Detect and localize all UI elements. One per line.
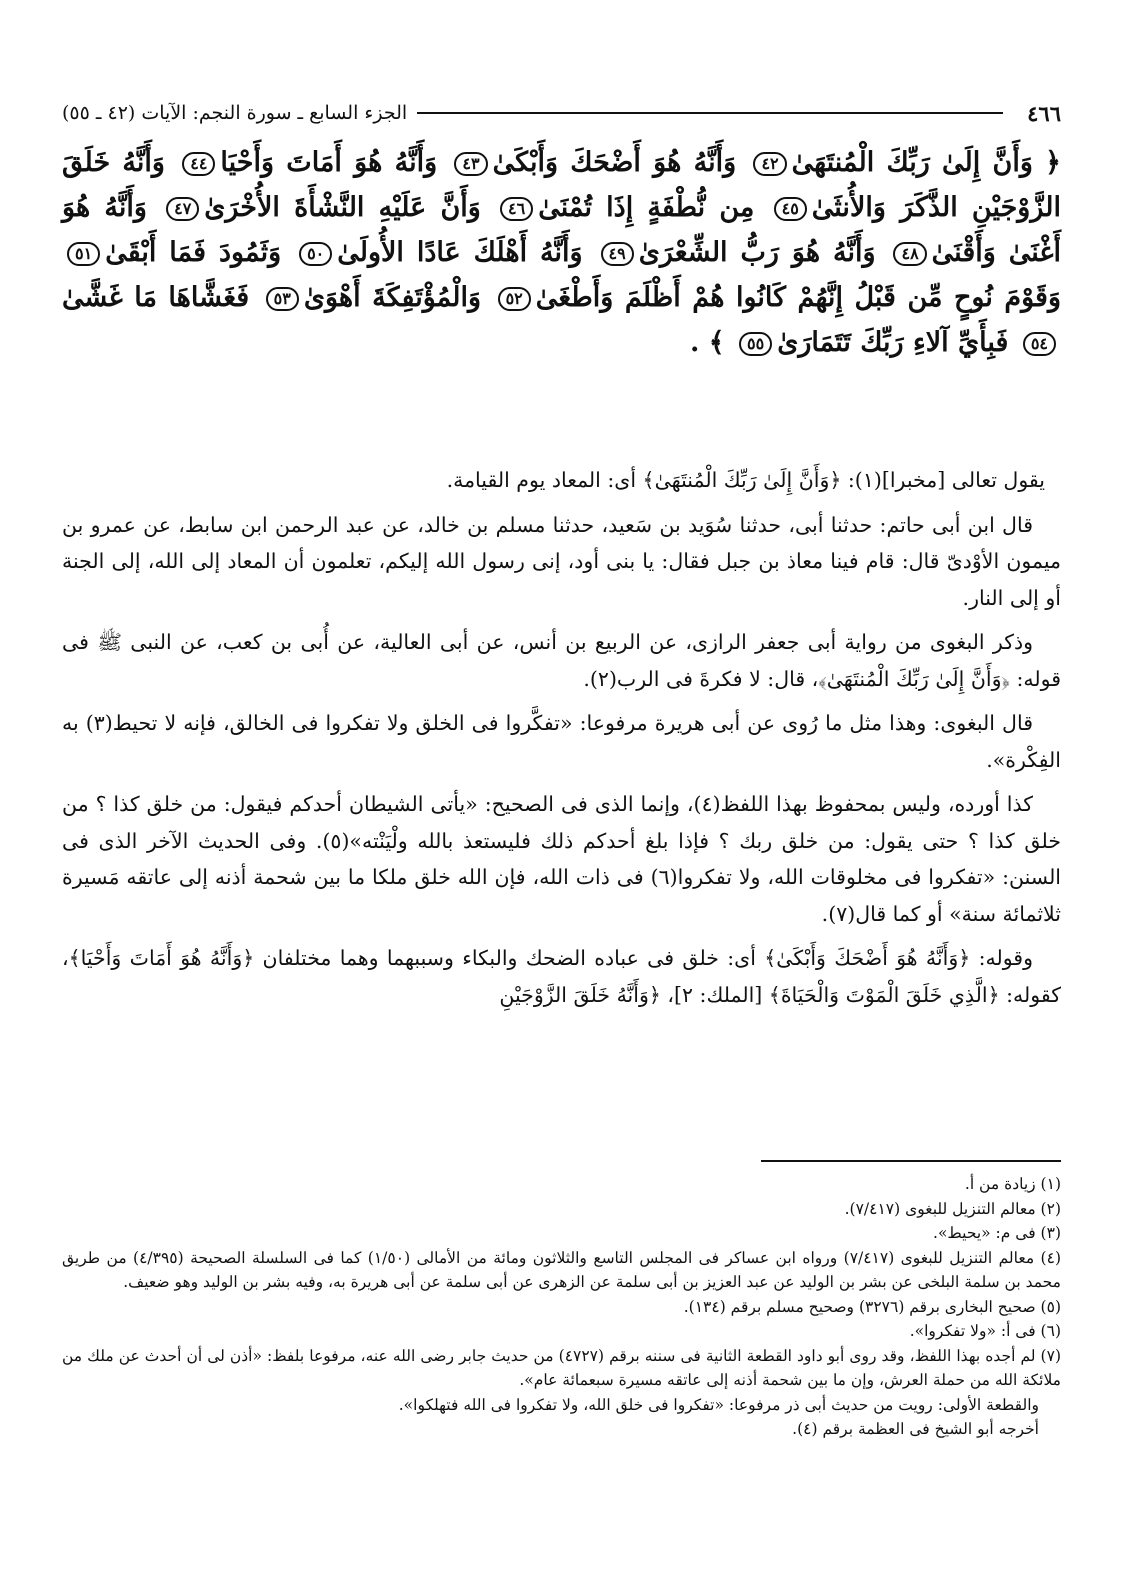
footnote: (١) زيادة من أ. <box>964 1175 1061 1193</box>
header-rule <box>417 112 1003 114</box>
ayah-text: وَأَنَّهُ خَلَقَ الزَّوْجَيْنِ الذَّكَرَ وَالأُنثَىٰ <box>62 147 1061 223</box>
ayah-number-marker: ٥٣ <box>266 287 299 311</box>
ayah-number-marker: ٥١ <box>67 242 100 266</box>
footnote-continuation: أخرجه أبو الشيخ فى العظمة برقم (٤). <box>792 1420 1039 1438</box>
ayah-number-marker: ٥٠ <box>299 242 332 266</box>
ayah-text: وَأَنَّ عَلَيْهِ النَّشْأَةَ الأُخْرَىٰ <box>204 192 481 223</box>
ayah-number-marker: ٤٢ <box>753 152 786 176</box>
running-title: الجزء السابع ـ سورة النجم: الآيات (٤٢ ـ ٥٥) <box>62 102 408 124</box>
ayah-text: وَثَمُودَ فَمَا أَبْقَىٰ <box>105 237 282 268</box>
ayah-text: وَأَنَّهُ أَهْلَكَ عَادًا الأُولَىٰ <box>337 237 583 268</box>
ayah-text: وَقَوْمَ نُوحٍ مِّن قَبْلُ إِنَّهُمْ كَانُوا هُمْ أَظْلَمَ وَأَطْغَىٰ <box>535 282 1061 313</box>
footnote-continuation: والقطعة الأولى: رويت من حديث أبى ذر مرفوعا: «تفكروا فى خلق الله، ولا تفكروا فى الله فتهلكوا». <box>398 1395 1039 1414</box>
ayah-text: وَأَنَّهُ هُوَ أَضْحَكَ وَأَبْكَىٰ <box>492 147 737 178</box>
commentary-paragraph: وقوله: ﴿وَأَنَّهُ هُوَ أَضْحَكَ وَأَبْكَىٰ﴾ أى: خلق فى عباده الضحك والبكاء وسببهما وهما مختلفان ﴿وَأَنَّهُ هُوَ أَمَاتَ وَأَحْيَا﴾، كقوله: ﴿الَّذِي خَلَقَ الْمَوْتَ وَالْحَيَاةَ﴾ [الملك: ٢]، ﴿وَأَنَّهُ خَلَقَ الزَّوْجَيْنِ <box>62 946 1061 1007</box>
ayah-text: وَأَنَّهُ هُوَ أَمَاتَ وَأَحْيَا <box>220 147 438 178</box>
footnote: (٦) فى أ: «ولا تفكروا». <box>909 1322 1061 1340</box>
ayah-text: فَغَشَّاهَا مَا غَشَّىٰ <box>62 282 250 313</box>
ayah-text: فَبِأَيِّ آلاءِ رَبِّكَ تَتَمَارَىٰ <box>777 327 1009 358</box>
ayah-number-marker: ٤٩ <box>601 242 634 266</box>
ayah-number-marker: ٤٣ <box>454 152 487 176</box>
ayah-number-marker: ٤٨ <box>893 242 926 266</box>
ayah-text: وَالْمُؤْتَفِكَةَ أَهْوَىٰ <box>303 282 482 313</box>
footnote: (٧) لم أجده بهذا اللفظ، وقد روى أبو داود القطعة الثانية فى سننه برقم (٤٧٢٧) من حديث جابر رضى الله عنه، مرفوعا بلفظ: «أذن لى أن أحدث عن ملك من ملائكة الله من حملة العرش، وإن ما بين شحمة أذنه إلى عاتقه مسيرة سبعمائة عام». <box>62 1346 1061 1389</box>
footnote: (٥) صحيح البخارى برقم (٣٢٧٦) وصحيح مسلم برقم (١٣٤). <box>683 1297 1061 1316</box>
commentary-paragraph: يقول تعالى [مخبرا](١): ﴿وَأَنَّ إِلَىٰ رَبِّكَ الْمُنتَهَىٰ﴾ أى: المعاد يوم القيامة. <box>446 468 1045 492</box>
ayah-number-marker: ٤٥ <box>774 197 807 221</box>
footnote-divider <box>761 1160 1061 1162</box>
commentary-paragraph: قال البغوى: وهذا مثل ما رُوى عن أبى هريرة مرفوعا: «تفكَّروا فى الخلق ولا تفكروا فى الخالق، فإنه لا تحيط(٣) به الفِكْرة». <box>62 711 1061 772</box>
footnote: (٣) فى م: «يحيط». <box>933 1224 1061 1242</box>
ayah-number-marker: ٥٤ <box>1023 332 1056 356</box>
footnotes <box>62 1172 1061 1442</box>
footnote: (٤) معالم التنزيل للبغوى (٧/٤١٧) ورواه ابن عساكر فى المجلس التاسع والثلاثون ومائة من الأمالى (١/٥٠) كما فى السلسلة الصحيحة (٤/٣٩٥) من طريق محمد بن سلمة البلخى عن بشر بن الوليد عن عبد العزيز بن أبى سلمة عن الزهرى عن أبى سلمة عن أبى هريرة به، وفيه بشر بن الوليد وهو ضعيف. <box>62 1248 1061 1291</box>
footnote: (٢) معالم التنزيل للبغوى (٧/٤١٧). <box>844 1199 1061 1218</box>
ayah-number-marker: ٤٧ <box>166 197 199 221</box>
ayah-text: وَأَنَّهُ هُوَ أَغْنَىٰ وَأَقْنَىٰ <box>62 192 1061 268</box>
quran-close-bracket: ﴾ . <box>690 327 725 358</box>
ayah-text: وَأَنَّ إِلَىٰ رَبِّكَ الْمُنتَهَىٰ <box>791 147 1033 178</box>
commentary-paragraph: كذا أورده، وليس بمحفوظ بهذا اللفظ(٤)، وإنما الذى فى الصحيح: «يأتى الشيطان أحدكم فيقول: من خلق كذا ؟ من خلق كذا ؟ حتى يقول: من خلق ربك ؟ فإذا بلغ أحدكم ذلك فليستعذ بالله ولْيَنْته»(٥). وفى الحديث الآخر الذى فى السنن: «تفكروا فى مخلوقات الله، ولا تفكروا(٦) فى ذات الله، فإن الله خلق ملكا ما بين شحمة أذنه إلى عاتقه مَسيرة ثلاثمائة سنة» أو كما قال(٧). <box>62 792 1062 926</box>
ayah-number-marker: ٥٥ <box>739 332 772 356</box>
ayah-text: مِن نُّطْفَةٍ إِذَا تُمْنَىٰ <box>538 192 755 223</box>
page-number: ٤٦٦ <box>1027 100 1061 126</box>
quran-verses-block <box>62 140 1061 365</box>
commentary-paragraph: وذكر البغوى من رواية أبى جعفر الرازى، عن الربيع بن أنس، عن أبى العالية، عن أُبى بن كعب، عن النبى ﷺ فى قوله: ﴿وَأَنَّ إِلَىٰ رَبِّكَ الْمُنتَهَىٰ﴾، قال: لا فكرةَ فى الرب(٢). <box>62 630 1061 691</box>
quran-open-bracket: ﴿ <box>1045 147 1061 178</box>
commentary-text <box>62 462 1061 1021</box>
ayah-number-marker: ٤٦ <box>500 197 533 221</box>
commentary-paragraph: قال ابن أبى حاتم: حدثنا أبى، حدثنا سُوَيد بن سَعيد، حدثنا مسلم بن خالد، عن عبد الرحمن ابن سابط، عن عمرو بن ميمون الأوْدىّ قال: قام فينا معاذ بن جبل فقال: يا بنى أود، إنى رسول الله إليكم، تعلمون أن المعاد إلى الله، إلى الجنة أو إلى النار. <box>62 512 1061 610</box>
ayah-text: وَأَنَّهُ هُوَ رَبُّ الشِّعْرَىٰ <box>638 237 876 268</box>
ayah-number-marker: ٥٢ <box>498 287 531 311</box>
page-header <box>62 96 1061 130</box>
ayah-number-marker: ٤٤ <box>182 152 215 176</box>
